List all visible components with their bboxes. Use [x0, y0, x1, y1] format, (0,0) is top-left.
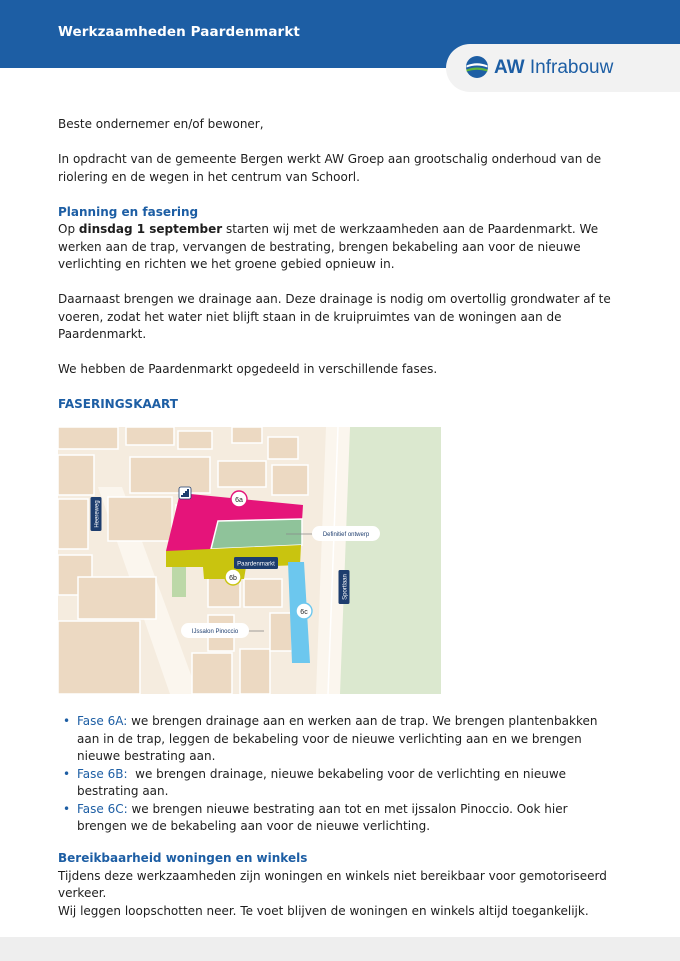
intro-paragraph: In opdracht van de gemeente Bergen werkt AW Groep aan grootschalig onderhoud van de riolering en de wegen in het centrum van Schoorl.	[58, 152, 602, 184]
phase-label: Fase 6C:	[77, 801, 128, 816]
street-label-left: Heereweg	[94, 500, 101, 528]
access-line-2: Wij leggen loopschotten neer. Te voet blijven de woningen en winkels altijd toegankelijk.	[58, 903, 589, 918]
phase-6c-badge: 6c	[300, 609, 308, 616]
access-section	[58, 850, 618, 920]
access-line-1: Tijdens deze werkzaamheden zijn woningen en winkels niet bereikbaar voor gemotoriseerd verkeer.	[58, 868, 607, 900]
phasing-map	[58, 427, 441, 694]
paardenmarkt-label: Paardenmarkt	[237, 561, 275, 568]
bullet-icon: •	[63, 714, 71, 728]
planning-paragraph	[58, 221, 618, 274]
ijssalon-label: IJssalon Pinoccio	[191, 629, 239, 635]
definitief-ontwerp-label: Definitief ontwerp	[322, 532, 370, 538]
phase-6b-badge: 6b	[229, 575, 237, 582]
logo-bold: AW	[494, 57, 525, 78]
phase-item-6a	[58, 713, 618, 766]
logo-wordmark	[494, 57, 613, 79]
page-footer-band	[0, 937, 680, 961]
phase-label: Fase 6A:	[77, 714, 128, 728]
phase-list	[58, 713, 618, 836]
greeting: Beste ondernemer en/of bewoner,	[58, 117, 264, 131]
planning-post: starten wij met de werkzaamheden aan de Paardenmarkt. We werken aan de trap, vervangen de bestrating, brengen bekabeling aan voor de nieuwe verlichting en richten we het groene gebied opnieuw in.	[58, 222, 599, 271]
phase-6a-badge: 6a	[235, 497, 243, 504]
phasing-map-graphic	[58, 427, 441, 694]
bullet-icon: •	[63, 801, 71, 816]
header-title: Werkzaamheden Paardenmarkt	[58, 24, 300, 40]
letter-body	[58, 116, 618, 414]
phase-text: we brengen nieuwe bestrating aan tot en met ijssalon Pinoccio. Ook hier brengen we de bekabeling aan voor de nieuwe verlichting.	[77, 801, 568, 833]
phase-label: Fase 6B:	[77, 766, 128, 781]
logo-rest: Infrabouw	[524, 57, 614, 78]
logo-tab	[446, 44, 680, 92]
access-heading: Bereikbaarheid woningen en winkels	[58, 851, 308, 865]
phase-text: we brengen drainage aan en werken aan de trap. We brengen plantenbakken aan in de trap, leggen de bekabeling voor de nieuwe verlichting aan en we brengen nieuwe bestrating aan.	[77, 714, 598, 763]
bullet-icon: •	[63, 766, 71, 781]
aw-logo-icon	[465, 55, 489, 79]
planning-pre: Op	[58, 222, 79, 236]
planning-date: dinsdag 1 september	[78, 222, 223, 236]
phase-text: we brengen drainage, nieuwe bekabeling voor de verlichting en nieuwe bestrating aan.	[77, 766, 570, 798]
phase-item-6c	[58, 801, 618, 836]
street-label-right: Sportlaan	[342, 574, 349, 600]
phase-item-6b	[58, 766, 618, 801]
drainage-paragraph: Daarnaast brengen we drainage aan. Deze drainage is nodig om overtollig grondwater af te voeren, zodat het water niet blijft staan in de kruipruimtes van de woningen aan de Paardenmarkt.	[58, 292, 611, 341]
map-heading: FASERINGSKAART	[58, 397, 178, 411]
planning-heading: Planning en fasering	[58, 204, 199, 219]
phases-intro: We hebben de Paardenmarkt opgedeeld in verschillende fases.	[58, 362, 438, 376]
